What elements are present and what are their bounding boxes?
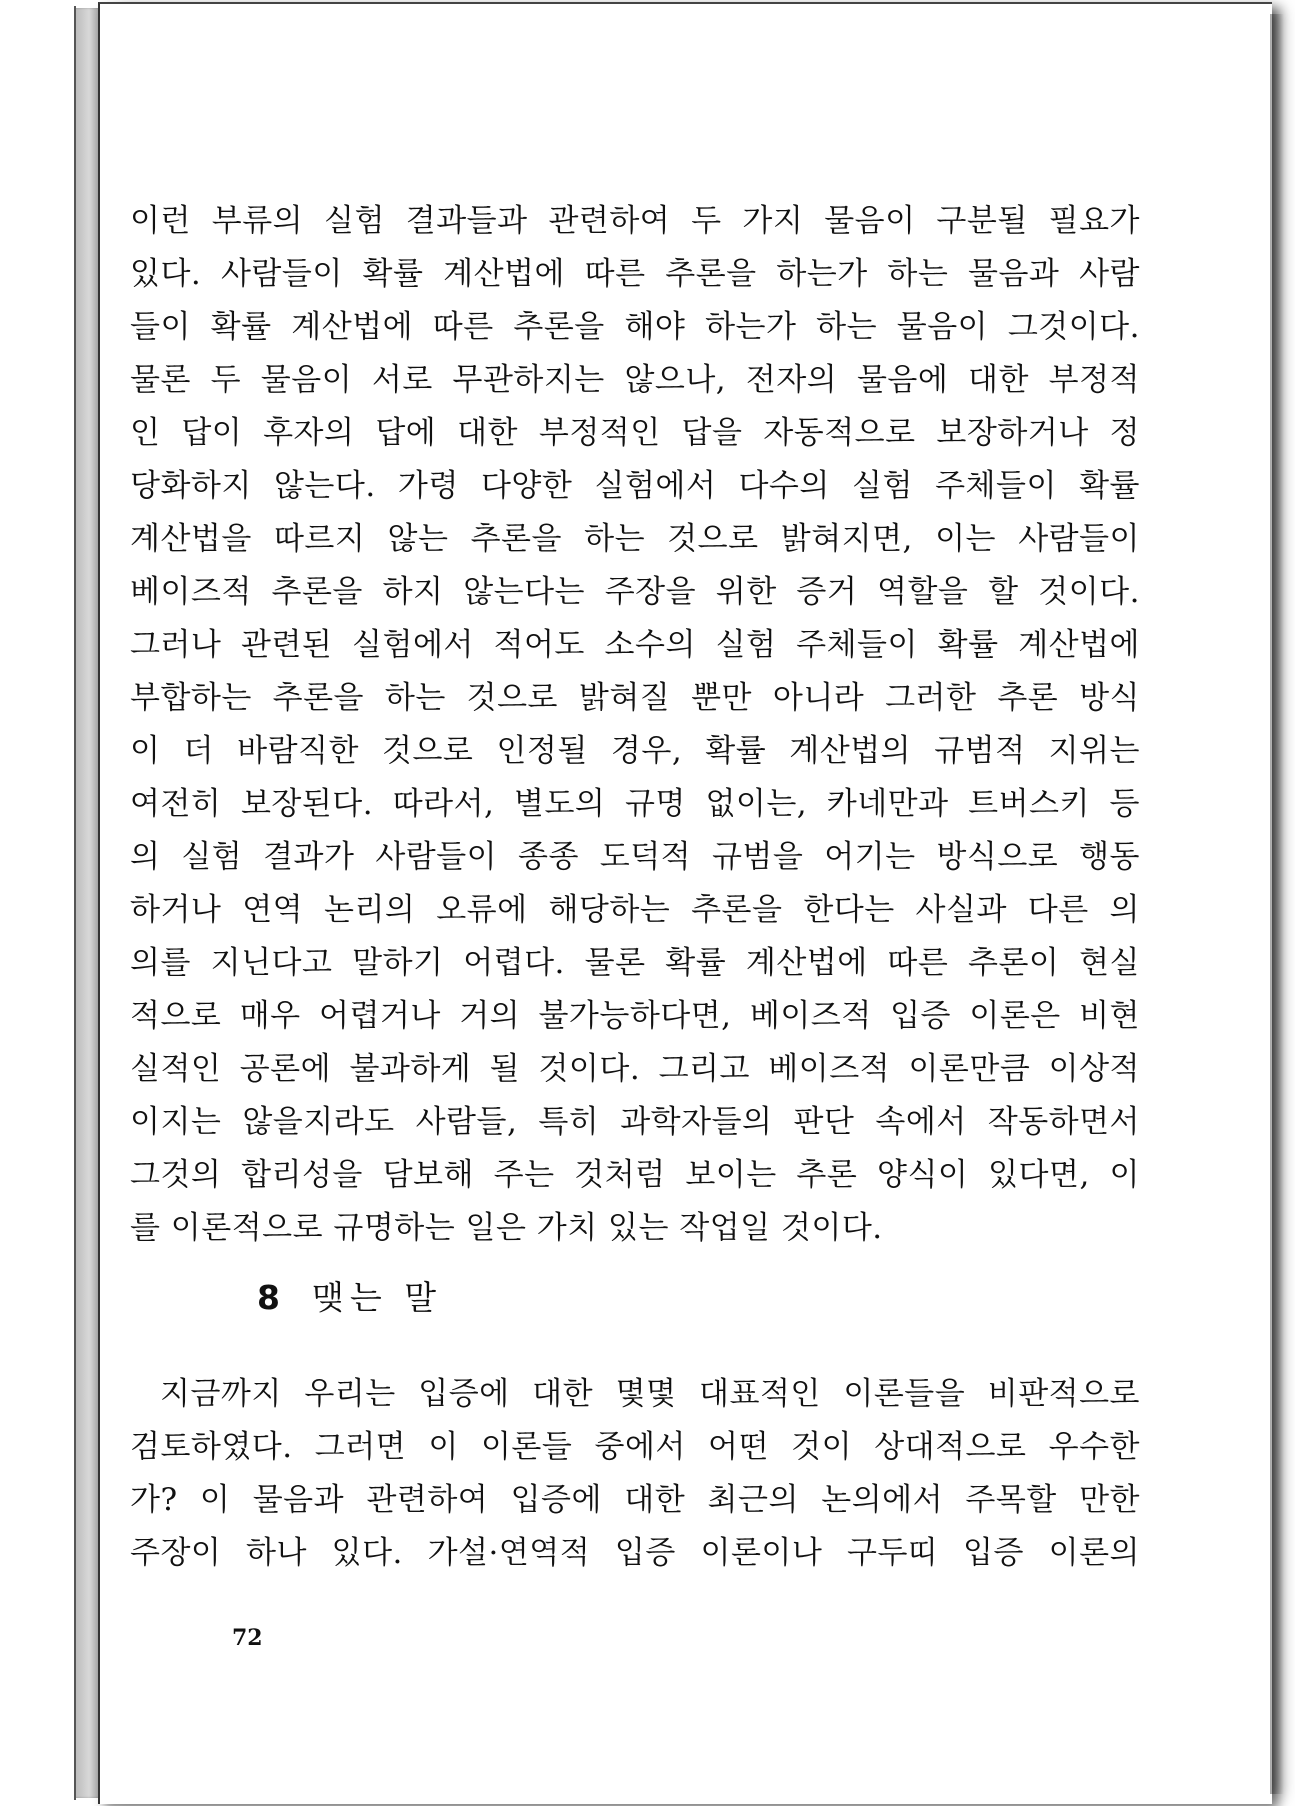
text-line: 의 실험 결과가 사람들이 종종 도덕적 규범을 어기는 방식으로 행동 <box>130 839 1140 875</box>
text-line: 가? 이 물음과 관련하여 입증에 대한 최근의 논의에서 주목할 만한 <box>130 1482 1140 1518</box>
paragraph-1 <box>130 195 1140 1255</box>
text-line: 지금까지 우리는 입증에 대한 몇몇 대표적인 이론들을 비판적으로 <box>160 1376 1140 1412</box>
text-line: 이런 부류의 실험 결과들과 관련하여 두 가지 물음이 구분될 필요가 <box>130 203 1140 239</box>
text-line: 인 답이 후자의 답에 대한 부정적인 답을 자동적으로 보장하거나 정 <box>130 415 1140 451</box>
text-line: 당화하지 않는다. 가령 다양한 실험에서 다수의 실험 주체들이 확률 <box>130 468 1140 504</box>
text-line: 베이즈적 추론을 하지 않는다는 주장을 위한 증거 역할을 할 것이다. <box>130 574 1140 610</box>
text-line: 이지는 않을지라도 사람들, 특히 과학자들의 판단 속에서 작동하면서 <box>130 1104 1140 1140</box>
section-title: 맺는 말 <box>311 1278 443 1317</box>
text-line: 물론 두 물음이 서로 무관하지는 않으나, 전자의 물음에 대한 부정적 <box>130 362 1140 398</box>
page-number: 72 <box>232 1625 263 1651</box>
text-line: 그것의 합리성을 담보해 주는 것처럼 보이는 추론 양식이 있다면, 이 <box>130 1157 1140 1193</box>
text-line: 이 더 바람직한 것으로 인정될 경우, 확률 계산법의 규범적 지위는 <box>130 733 1140 769</box>
text-line: 하거나 연역 논리의 오류에 해당하는 추론을 한다는 사실과 다른 의 <box>130 892 1140 928</box>
paragraph-2 <box>130 1368 1140 1580</box>
body-text-block-1 <box>130 195 1140 1255</box>
text-line: 실적인 공론에 불과하게 될 것이다. 그리고 베이즈적 이론만큼 이상적 <box>130 1051 1140 1087</box>
text-line: 여전히 보장된다. 따라서, 별도의 규명 없이는, 카네만과 트버스키 등 <box>130 786 1140 822</box>
page-shadow <box>1270 14 1284 1794</box>
text-line: 들이 확률 계산법에 따른 추론을 해야 하는가 하는 물음이 그것이다. <box>130 309 1140 345</box>
text-line: 적으로 매우 어렵거나 거의 불가능하다면, 베이즈적 입증 이론은 비현 <box>130 998 1140 1034</box>
text-line: 그러나 관련된 실험에서 적어도 소수의 실험 주체들이 확률 계산법에 <box>130 627 1140 663</box>
text-line: 검토하였다. 그러면 이 이론들 중에서 어떤 것이 상대적으로 우수한 <box>130 1429 1140 1465</box>
text-line: 부합하는 추론을 하는 것으로 밝혀질 뿐만 아니라 그러한 추론 방식 <box>130 680 1140 716</box>
body-text-block-2 <box>130 1368 1140 1580</box>
text-line: 의를 지닌다고 말하기 어렵다. 물론 확률 계산법에 따른 추론이 현실 <box>130 945 1140 981</box>
text-line: 주장이 하나 있다. 가설·연역적 입증 이론이나 구두띠 입증 이론의 <box>130 1535 1140 1571</box>
section-number: 8 <box>257 1278 282 1317</box>
section-heading <box>257 1272 442 1319</box>
text-line: 계산법을 따르지 않는 추론을 하는 것으로 밝혀지면, 이는 사람들이 <box>130 521 1140 557</box>
text-line: 를 이론적으로 규명하는 일은 가치 있는 작업일 것이다. <box>130 1210 883 1246</box>
text-line: 있다. 사람들이 확률 계산법에 따른 추론을 하는가 하는 물음과 사람 <box>130 256 1140 292</box>
